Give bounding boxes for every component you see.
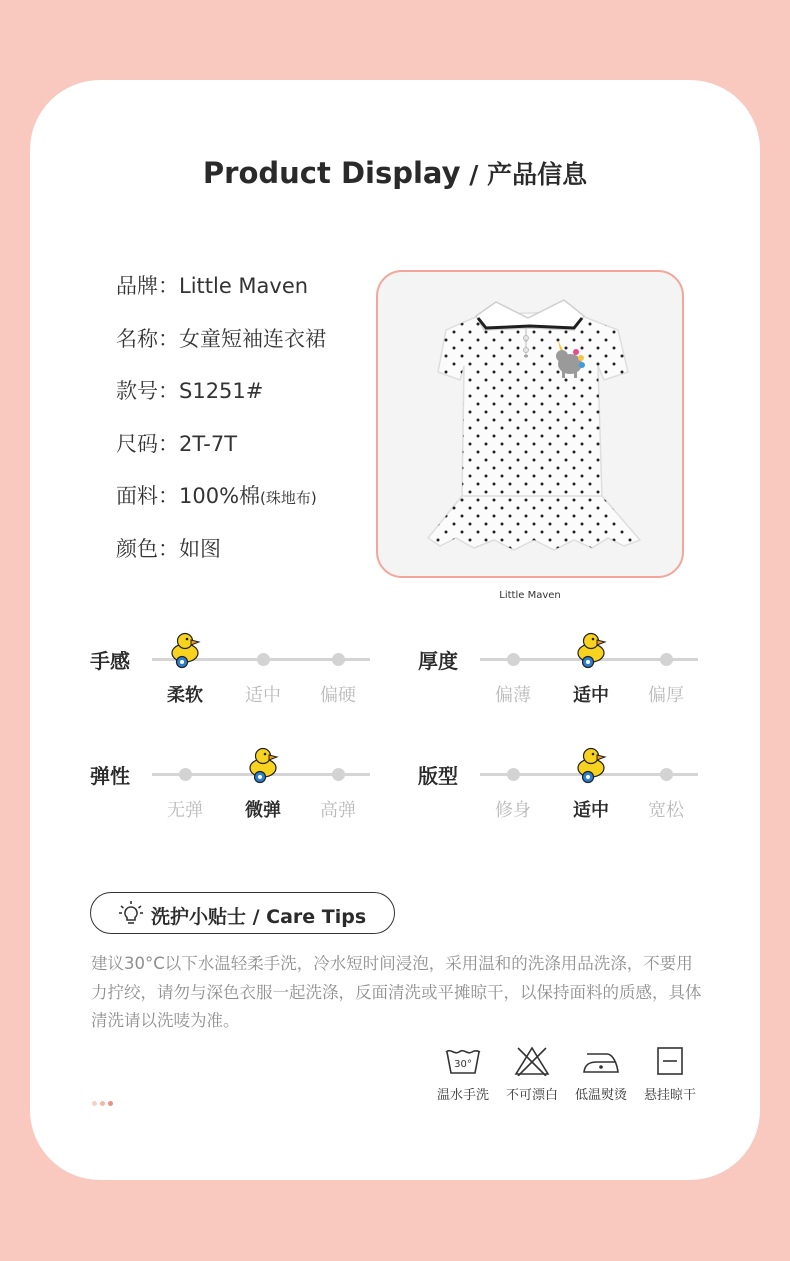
dot-indicator bbox=[100, 1101, 105, 1106]
hand-wash-30-icon bbox=[443, 1046, 483, 1076]
dot-indicator bbox=[108, 1101, 113, 1106]
title-separator: / bbox=[460, 160, 488, 189]
scale-dot bbox=[332, 653, 345, 666]
page-dots bbox=[92, 1091, 116, 1110]
info-label: 款号： bbox=[116, 379, 179, 403]
scale-option-selected: 适中 bbox=[573, 685, 609, 706]
info-label: 尺码： bbox=[116, 431, 179, 456]
scale-option: 偏硬 bbox=[320, 685, 356, 706]
scale-option: 无弹 bbox=[167, 800, 203, 821]
scale-name: 厚度 bbox=[418, 649, 458, 673]
care-label: 悬挂晾干 bbox=[643, 1088, 696, 1103]
wash-temp-label: 30° bbox=[454, 1059, 472, 1070]
care-item-iron bbox=[566, 1046, 636, 1103]
scale-thickness bbox=[418, 645, 708, 735]
info-label: 面料： bbox=[116, 484, 179, 508]
info-value: 女童短袖连衣裙 bbox=[179, 326, 326, 351]
hang-dry-icon bbox=[650, 1046, 690, 1076]
care-item-hand-wash bbox=[428, 1046, 498, 1103]
duck-marker-icon bbox=[246, 746, 280, 784]
scale-option: 修身 bbox=[495, 800, 531, 821]
care-item-no-bleach bbox=[497, 1046, 567, 1103]
scale-option-selected: 柔软 bbox=[167, 685, 203, 706]
info-value: 100%棉 bbox=[179, 484, 261, 508]
dress-image bbox=[378, 272, 682, 576]
info-row-style-no bbox=[116, 375, 326, 428]
scale-name: 弹性 bbox=[90, 764, 130, 788]
care-tips-heading bbox=[90, 892, 395, 934]
care-item-hang-dry bbox=[635, 1046, 705, 1103]
lightbulb-icon bbox=[119, 901, 143, 925]
scale-option: 偏薄 bbox=[495, 685, 531, 706]
scale-name: 手感 bbox=[90, 649, 130, 673]
care-tips-title: 洗护小贴士 / Care Tips bbox=[151, 906, 367, 928]
scale-elasticity bbox=[90, 760, 380, 850]
info-label: 品牌： bbox=[116, 274, 179, 298]
no-bleach-icon bbox=[512, 1046, 552, 1076]
photo-caption: Little Maven bbox=[499, 590, 561, 601]
info-value: S1251# bbox=[179, 379, 264, 403]
scale-option: 偏厚 bbox=[648, 685, 684, 706]
info-label: 名称： bbox=[116, 326, 179, 351]
scale-dot bbox=[179, 768, 192, 781]
scale-option-selected: 微弹 bbox=[245, 800, 281, 821]
info-row-size bbox=[116, 428, 326, 481]
title-sub: 产品信息 bbox=[487, 160, 588, 189]
info-label: 颜色： bbox=[116, 536, 179, 561]
care-label: 低温熨烫 bbox=[574, 1088, 627, 1103]
care-label: 温水手洗 bbox=[436, 1088, 489, 1103]
info-value: 2T-7T bbox=[179, 431, 238, 456]
info-row-name bbox=[116, 323, 326, 376]
info-row-fabric bbox=[116, 480, 326, 533]
page-title bbox=[0, 155, 790, 191]
info-value: 如图 bbox=[179, 536, 221, 561]
info-row-color bbox=[116, 533, 326, 586]
scale-option-selected: 适中 bbox=[573, 800, 609, 821]
scale-dot bbox=[660, 653, 673, 666]
info-value: Little Maven bbox=[179, 274, 309, 298]
scale-dot bbox=[507, 653, 520, 666]
scale-option: 高弹 bbox=[320, 800, 356, 821]
scale-dot bbox=[332, 768, 345, 781]
scale-option: 适中 bbox=[245, 685, 281, 706]
scale-dot bbox=[507, 768, 520, 781]
scale-dot bbox=[257, 653, 270, 666]
dot-indicator bbox=[92, 1101, 97, 1106]
product-photo bbox=[376, 270, 684, 578]
care-label: 不可漂白 bbox=[505, 1088, 558, 1103]
duck-marker-icon bbox=[168, 631, 202, 669]
title-main: Product Display bbox=[202, 156, 461, 190]
info-note: (珠地布) bbox=[260, 489, 317, 507]
duck-marker-icon bbox=[574, 631, 608, 669]
info-row-brand bbox=[116, 270, 326, 323]
duck-marker-icon bbox=[574, 746, 608, 784]
scale-fit bbox=[418, 760, 708, 850]
scale-dot bbox=[660, 768, 673, 781]
scale-option: 宽松 bbox=[648, 800, 684, 821]
scale-name: 版型 bbox=[418, 764, 458, 788]
product-info-list bbox=[116, 270, 326, 585]
iron-low-icon bbox=[581, 1046, 621, 1076]
scale-hand-feel bbox=[90, 645, 380, 735]
care-tips-text: 建议30°C以下水温轻柔手洗，冷水短时间浸泡，采用温和的洗涤用品洗涤，不要用力拧绞，请勿与深色衣服一起洗涤，反面清洗或平摊晾干，以保持面料的质感，具体清洗请以洗唛为准。 bbox=[91, 954, 702, 1030]
